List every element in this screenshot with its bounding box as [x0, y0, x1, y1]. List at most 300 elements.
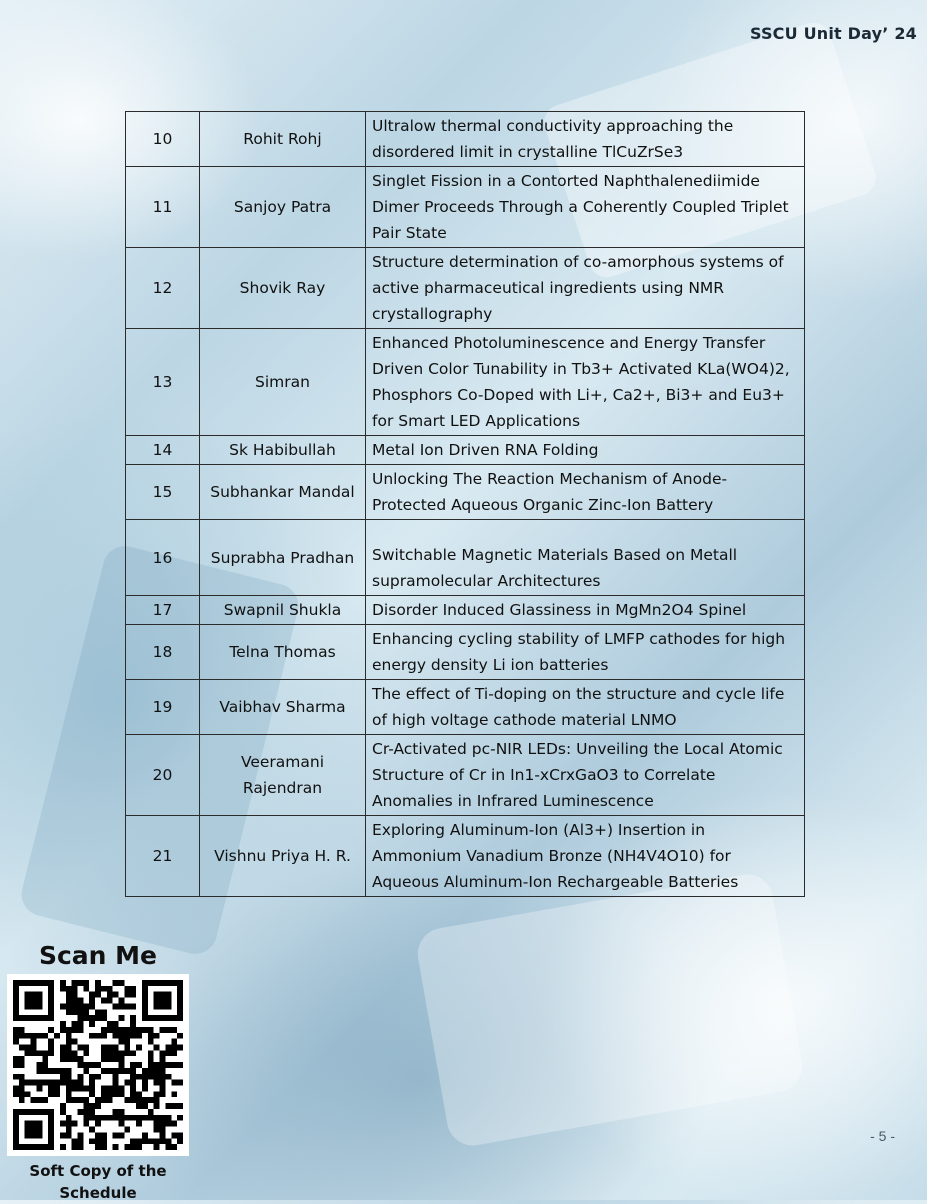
- serial-number: 10: [126, 112, 200, 167]
- qr-module: [13, 980, 19, 986]
- qr-module: [89, 1080, 95, 1086]
- qr-module: [25, 1044, 31, 1050]
- qr-module: [48, 1044, 54, 1050]
- qr-module: [42, 1033, 48, 1039]
- serial-number: 11: [126, 167, 200, 248]
- qr-module: [31, 1033, 37, 1039]
- qr-module: [31, 1039, 37, 1045]
- qr-module: [136, 1033, 142, 1039]
- qr-module: [48, 1027, 54, 1033]
- qr-module: [13, 1015, 19, 1021]
- qr-module: [72, 986, 78, 992]
- qr-module: [142, 1068, 148, 1074]
- qr-module: [36, 1015, 42, 1021]
- qr-module: [171, 1062, 177, 1068]
- qr-module: [119, 1015, 125, 1021]
- qr-module: [48, 1003, 54, 1009]
- qr-module: [142, 1138, 148, 1144]
- qr-module: [124, 1044, 130, 1050]
- qr-module: [31, 1015, 37, 1021]
- qr-module: [19, 1097, 25, 1103]
- qr-module: [160, 1115, 166, 1121]
- qr-module: [107, 1115, 113, 1121]
- qr-module: [160, 1091, 166, 1097]
- qr-module: [177, 1033, 183, 1039]
- qr-module: [48, 992, 54, 998]
- qr-module: [13, 1121, 19, 1127]
- qr-module: [119, 1109, 125, 1115]
- qr-module: [31, 1109, 37, 1115]
- qr-module: [124, 992, 130, 998]
- qr-module: [148, 1068, 154, 1074]
- qr-module: [165, 1027, 171, 1033]
- qr-module: [42, 1050, 48, 1056]
- qr-module: [48, 1086, 54, 1092]
- qr-module: [177, 1009, 183, 1015]
- qr-module: [89, 1103, 95, 1109]
- qr-module: [66, 992, 72, 998]
- qr-module: [101, 1097, 107, 1103]
- qr-module: [77, 1015, 83, 1021]
- qr-module: [101, 1033, 107, 1039]
- qr-module: [154, 1033, 160, 1039]
- qr-module: [95, 1009, 101, 1015]
- qr-module: [171, 1103, 177, 1109]
- serial-number: 17: [126, 596, 200, 625]
- qr-module: [66, 1115, 72, 1121]
- qr-module: [60, 1080, 66, 1086]
- qr-module: [165, 1003, 171, 1009]
- qr-module: [72, 1097, 78, 1103]
- qr-module: [95, 1097, 101, 1103]
- presenter-name: Rohit Rohj: [200, 112, 366, 167]
- qr-module: [66, 1091, 72, 1097]
- qr-module: [107, 998, 113, 1004]
- talk-title: The effect of Ti-doping on the structure and cycle life of high voltage cathode material LNMO: [366, 680, 805, 735]
- qr-module: [48, 1009, 54, 1015]
- qr-module: [165, 1115, 171, 1121]
- qr-module: [83, 1050, 89, 1056]
- qr-module: [72, 1144, 78, 1150]
- qr-module: [177, 980, 183, 986]
- qr-module: [89, 1074, 95, 1080]
- qr-module: [77, 1062, 83, 1068]
- qr-module: [83, 1086, 89, 1092]
- qr-module: [160, 1121, 166, 1127]
- talk-title: Metal Ion Driven RNA Folding: [366, 436, 805, 465]
- qr-module: [101, 1086, 107, 1092]
- qr-module: [31, 1050, 37, 1056]
- qr-module: [36, 1086, 42, 1092]
- qr-module: [101, 1056, 107, 1062]
- qr-module: [160, 1056, 166, 1062]
- qr-module: [13, 986, 19, 992]
- qr-module: [36, 992, 42, 998]
- qr-module: [31, 1080, 37, 1086]
- serial-number: 13: [126, 329, 200, 436]
- qr-module: [101, 1115, 107, 1121]
- qr-module: [107, 992, 113, 998]
- qr-module: [95, 1115, 101, 1121]
- qr-module: [25, 1050, 31, 1056]
- qr-module: [165, 1044, 171, 1050]
- qr-module: [148, 1050, 154, 1056]
- qr-module: [136, 1044, 142, 1050]
- qr-module: [72, 1039, 78, 1045]
- qr-module: [130, 1138, 136, 1144]
- qr-module: [124, 1080, 130, 1086]
- qr-module: [60, 1121, 66, 1127]
- presenter-name: Sanjoy Patra: [200, 167, 366, 248]
- table-row: [126, 735, 805, 816]
- qr-module: [107, 1068, 113, 1074]
- qr-module: [95, 1138, 101, 1144]
- qr-module: [77, 1132, 83, 1138]
- qr-module: [165, 1103, 171, 1109]
- qr-module: [113, 992, 119, 998]
- qr-module: [36, 1144, 42, 1150]
- qr-module: [113, 1144, 119, 1150]
- qr-module: [177, 1132, 183, 1138]
- qr-module: [160, 1015, 166, 1021]
- qr-module: [83, 1009, 89, 1015]
- qr-module: [72, 1121, 78, 1127]
- qr-module: [25, 1109, 31, 1115]
- qr-module: [142, 1097, 148, 1103]
- qr-module: [13, 1109, 19, 1115]
- qr-module: [31, 980, 37, 986]
- qr-module: [42, 1097, 48, 1103]
- qr-module: [72, 980, 78, 986]
- qr-module: [31, 1132, 37, 1138]
- qr-module: [54, 1086, 60, 1092]
- qr-module: [142, 1003, 148, 1009]
- qr-module: [60, 1050, 66, 1056]
- qr-module: [83, 1109, 89, 1115]
- qr-module: [119, 1033, 125, 1039]
- qr-module: [160, 1132, 166, 1138]
- qr-module: [48, 1080, 54, 1086]
- qr-module: [171, 1015, 177, 1021]
- qr-module: [101, 1091, 107, 1097]
- qr-module: [66, 1003, 72, 1009]
- qr-module: [83, 1044, 89, 1050]
- qr-module: [130, 992, 136, 998]
- qr-module: [83, 986, 89, 992]
- qr-module: [130, 1086, 136, 1092]
- qr-module: [148, 1138, 154, 1144]
- qr-module: [113, 1056, 119, 1062]
- qr-module: [36, 1121, 42, 1127]
- qr-module: [154, 1068, 160, 1074]
- qr-module: [60, 986, 66, 992]
- talk-title: Disorder Induced Glassiness in MgMn2O4 Spinel: [366, 596, 805, 625]
- qr-module: [130, 1080, 136, 1086]
- qr-module: [13, 1132, 19, 1138]
- qr-module: [77, 1097, 83, 1103]
- qr-module: [66, 1050, 72, 1056]
- qr-module: [13, 1115, 19, 1121]
- qr-module: [66, 1009, 72, 1015]
- qr-module: [154, 1127, 160, 1133]
- qr-module: [60, 1074, 66, 1080]
- qr-module: [160, 1080, 166, 1086]
- qr-module: [42, 1080, 48, 1086]
- qr-module: [60, 1132, 66, 1138]
- qr-module: [89, 1033, 95, 1039]
- qr-module: [160, 1050, 166, 1056]
- qr-module: [142, 1027, 148, 1033]
- talk-title: Exploring Aluminum-Ion (Al3+) Insertion in Ammonium Vanadium Bronze (NH4V4O10) for Aqueous Aluminum-Ion Rechargeable Batteries: [366, 816, 805, 897]
- qr-module: [66, 1127, 72, 1133]
- qr-module: [60, 1068, 66, 1074]
- qr-module: [160, 1127, 166, 1133]
- qr-module: [66, 1039, 72, 1045]
- qr-module: [165, 1015, 171, 1021]
- qr-module: [83, 1097, 89, 1103]
- qr-module: [54, 1068, 60, 1074]
- qr-module: [154, 992, 160, 998]
- qr-module: [165, 1138, 171, 1144]
- qr-module: [113, 1109, 119, 1115]
- qr-module: [107, 1097, 113, 1103]
- qr-module: [119, 1050, 125, 1056]
- qr-module: [19, 1144, 25, 1150]
- qr-module: [13, 1039, 19, 1045]
- qr-module: [66, 1056, 72, 1062]
- qr-module: [154, 1003, 160, 1009]
- qr-module: [48, 1132, 54, 1138]
- qr-module: [119, 998, 125, 1004]
- qr-module: [66, 1044, 72, 1050]
- qr-module: [130, 1062, 136, 1068]
- qr-module: [36, 1050, 42, 1056]
- qr-module: [48, 1109, 54, 1115]
- qr-module: [95, 1015, 101, 1021]
- qr-module: [101, 1138, 107, 1144]
- qr-module: [19, 1074, 25, 1080]
- qr-module: [119, 1115, 125, 1121]
- qr-module: [13, 1056, 19, 1062]
- qr-module: [171, 1132, 177, 1138]
- qr-module: [48, 1068, 54, 1074]
- qr-module: [13, 1027, 19, 1033]
- qr-module: [66, 1074, 72, 1080]
- qr-module: [89, 1127, 95, 1133]
- qr-module: [77, 1027, 83, 1033]
- table-row: [126, 625, 805, 680]
- qr-module: [31, 998, 37, 1004]
- qr-module: [177, 1003, 183, 1009]
- qr-module: [36, 998, 42, 1004]
- qr-module: [142, 1103, 148, 1109]
- qr-module: [19, 1044, 25, 1050]
- qr-module: [54, 1033, 60, 1039]
- qr-module: [42, 1109, 48, 1115]
- presenter-name: Veeramani Rajendran: [200, 735, 366, 816]
- qr-module: [54, 1080, 60, 1086]
- qr-module: [89, 1138, 95, 1144]
- qr-module: [25, 1127, 31, 1133]
- qr-module: [142, 1074, 148, 1080]
- presenter-name: Sk Habibullah: [200, 436, 366, 465]
- qr-module: [13, 1009, 19, 1015]
- qr-module: [130, 1033, 136, 1039]
- qr-module: [72, 1138, 78, 1144]
- talk-title: Singlet Fission in a Contorted Naphthalenediimide Dimer Proceeds Through a Coherently Coupled Triplet Pair State: [366, 167, 805, 248]
- qr-module: [13, 1127, 19, 1133]
- qr-module: [60, 980, 66, 986]
- qr-module: [89, 1109, 95, 1115]
- serial-number: 15: [126, 465, 200, 520]
- qr-module: [89, 998, 95, 1004]
- qr-module: [77, 1044, 83, 1050]
- qr-module: [60, 1056, 66, 1062]
- qr-module: [160, 992, 166, 998]
- qr-module: [177, 1138, 183, 1144]
- qr-module: [89, 1003, 95, 1009]
- qr-module: [119, 1121, 125, 1127]
- qr-module: [165, 980, 171, 986]
- qr-module: [148, 1039, 154, 1045]
- qr-module: [31, 992, 37, 998]
- qr-module: [130, 1144, 136, 1150]
- qr-module: [36, 1097, 42, 1103]
- qr-module: [136, 1121, 142, 1127]
- qr-module: [160, 1138, 166, 1144]
- qr-module: [142, 1115, 148, 1121]
- qr-module: [142, 998, 148, 1004]
- qr-module: [154, 1097, 160, 1103]
- qr-module: [124, 1003, 130, 1009]
- qr-module: [113, 1068, 119, 1074]
- qr-module: [66, 1132, 72, 1138]
- qr-module: [148, 980, 154, 986]
- qr-module: [148, 1015, 154, 1021]
- qr-module: [13, 1074, 19, 1080]
- qr-module: [119, 1003, 125, 1009]
- qr-module: [13, 1091, 19, 1097]
- qr-module: [160, 1003, 166, 1009]
- qr-module: [113, 1033, 119, 1039]
- qr-module: [148, 1097, 154, 1103]
- qr-module: [77, 1021, 83, 1027]
- qr-module: [72, 1080, 78, 1086]
- qr-module: [19, 1015, 25, 1021]
- qr-module: [113, 1086, 119, 1092]
- qr-module: [77, 1056, 83, 1062]
- qr-module: [171, 1044, 177, 1050]
- qr-code-icon[interactable]: [7, 974, 189, 1156]
- qr-module: [36, 980, 42, 986]
- qr-module: [42, 1144, 48, 1150]
- talk-title: Enhanced Photoluminescence and Energy Transfer Driven Color Tunability in Tb3+ Activated KLa(WO4)2, Phosphors Co-Doped with Li+, Ca2+, Bi3+ and Eu3+ for Smart LED Applications: [366, 329, 805, 436]
- qr-module: [25, 1144, 31, 1150]
- qr-module: [154, 1138, 160, 1144]
- qr-module: [48, 986, 54, 992]
- qr-module: [66, 986, 72, 992]
- presenter-name: Suprabha Pradhan: [200, 520, 366, 596]
- serial-number: 16: [126, 520, 200, 596]
- qr-module: [119, 980, 125, 986]
- qr-module: [124, 1039, 130, 1045]
- qr-module: [66, 1027, 72, 1033]
- qr-module: [25, 1121, 31, 1127]
- talk-title: Structure determination of co-amorphous systems of active pharmaceutical ingredients using NMR crystallography: [366, 248, 805, 329]
- qr-module: [83, 1103, 89, 1109]
- qr-module: [107, 1044, 113, 1050]
- qr-module: [72, 1086, 78, 1092]
- qr-module: [113, 1091, 119, 1097]
- qr-section: [0, 938, 196, 1204]
- qr-module: [77, 1009, 83, 1015]
- talk-title: Enhancing cycling stability of LMFP cathodes for high energy density Li ion batteries: [366, 625, 805, 680]
- table-row: [126, 680, 805, 735]
- presenter-name: Subhankar Mandal: [200, 465, 366, 520]
- qr-module: [113, 1115, 119, 1121]
- qr-module: [66, 1097, 72, 1103]
- qr-module: [66, 1068, 72, 1074]
- qr-module: [60, 1109, 66, 1115]
- qr-module: [136, 1091, 142, 1097]
- qr-module: [124, 1050, 130, 1056]
- qr-module: [83, 1121, 89, 1127]
- qr-module: [148, 1115, 154, 1121]
- qr-module: [31, 1144, 37, 1150]
- qr-module: [136, 1138, 142, 1144]
- presenter-name: Swapnil Shukla: [200, 596, 366, 625]
- qr-module: [101, 998, 107, 1004]
- talk-title: Switchable Magnetic Materials Based on Metall supramolecular Architectures: [366, 520, 805, 596]
- qr-module: [95, 1132, 101, 1138]
- qr-module: [77, 1138, 83, 1144]
- qr-module: [31, 1127, 37, 1133]
- background-glass-facet: [414, 870, 807, 1149]
- table-row: [126, 167, 805, 248]
- qr-module: [136, 1097, 142, 1103]
- qr-module: [160, 998, 166, 1004]
- serial-number: 21: [126, 816, 200, 897]
- qr-module: [107, 1091, 113, 1097]
- qr-module: [48, 1050, 54, 1056]
- qr-module: [177, 992, 183, 998]
- qr-module: [48, 1144, 54, 1150]
- qr-module: [95, 1033, 101, 1039]
- qr-module: [13, 1003, 19, 1009]
- presenter-name: Vishnu Priya H. R.: [200, 816, 366, 897]
- qr-module: [77, 1109, 83, 1115]
- qr-module: [19, 980, 25, 986]
- qr-module: [66, 998, 72, 1004]
- qr-module: [124, 1144, 130, 1150]
- qr-module: [154, 1091, 160, 1097]
- qr-module: [77, 980, 83, 986]
- table-row: [126, 596, 805, 625]
- qr-module: [130, 1050, 136, 1056]
- qr-module: [119, 1068, 125, 1074]
- qr-module: [130, 1074, 136, 1080]
- serial-number: 12: [126, 248, 200, 329]
- qr-module: [48, 1039, 54, 1045]
- qr-module: [119, 1132, 125, 1138]
- qr-module: [177, 1015, 183, 1021]
- qr-module: [36, 1003, 42, 1009]
- qr-module: [142, 986, 148, 992]
- qr-module: [72, 1056, 78, 1062]
- qr-module: [95, 986, 101, 992]
- qr-module: [142, 1009, 148, 1015]
- qr-module: [48, 980, 54, 986]
